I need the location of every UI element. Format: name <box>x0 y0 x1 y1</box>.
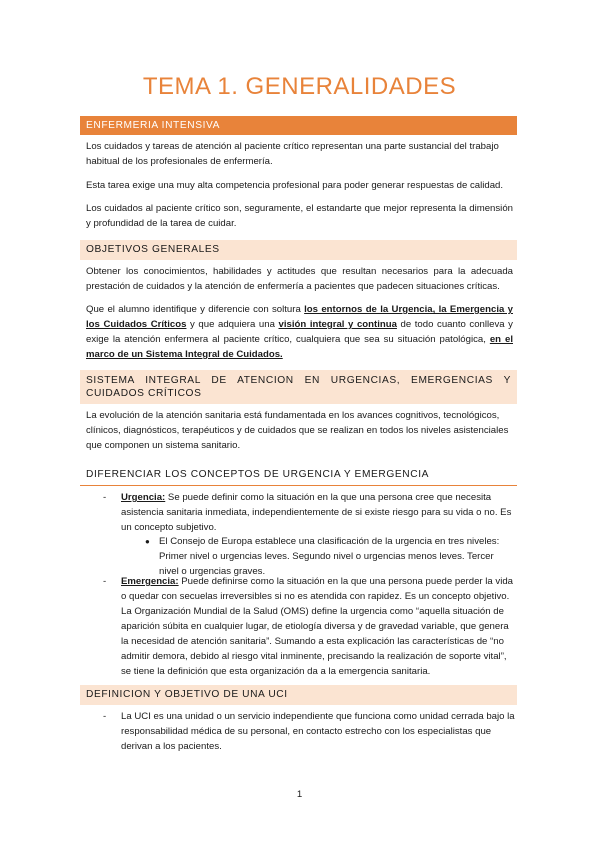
list-item-uci: La UCI es una unidad o un servicio independiente que funciona como unidad cerrada bajo la responsabilidad médica de su personal, en contacto estrecho con los especialistas que derivan a los pacientes. <box>121 711 515 752</box>
section-heading-objetivos: OBJETIVOS GENERALES <box>80 240 517 260</box>
page-number: 1 <box>296 789 303 800</box>
paragraph <box>86 302 513 362</box>
list-dash: - <box>103 576 107 587</box>
term-label: Urgencia: <box>121 492 166 503</box>
list-dash: - <box>103 492 107 503</box>
bullet-icon: ● <box>145 537 150 546</box>
emphasis-text: en el marco de un Sistema Integral de Cuidados. <box>86 334 513 360</box>
list-item-consejo: El Consejo de Europa establece una clasificación de la urgencia en tres niveles: Primer nivel o urgencias leves. Segundo nivel o urgencias menos leves. Tercer nivel o urgencias graves. <box>159 536 500 577</box>
text-run: Se puede definir como la situación en la que una persona cree que necesita asistencia sanitaria inmediata, independientemente de si existe riesgo para su vida o no. Es un concepto subjetivo. <box>121 492 512 533</box>
list-dash: - <box>103 711 107 722</box>
section-heading-sistema: SISTEMA INTEGRAL DE ATENCION EN URGENCIAS, EMERGENCIAS Y CUIDADOS CRÍTICOS <box>80 370 517 404</box>
text-run: de todo cuanto conlleva y exige la atención enfermera al paciente crítico, cualquiera que sea su situación patológica, <box>86 319 513 345</box>
paragraph: Los cuidados al paciente crítico son, seguramente, el estandarte que mejor representa la dimensión y profundidad de la tarea de cuidar. <box>86 203 513 229</box>
paragraph: Los cuidados y tareas de atención al paciente crítico representan una parte sustancial del trabajo habitual de los profesionales de enfermería. <box>86 141 499 167</box>
paragraph: Esta tarea exige una muy alta competencia profesional para poder generar respuestas de calidad. <box>86 180 504 191</box>
text-run: Puede definirse como la situación en la que una persona puede perder la vida o quedar con secuelas irreversibles si no es atendida con rapidez. Es un concepto objetivo. La Organización Mundial de la Salud (OMS) define la urgencia como “aquella situación de aparición súbita en cualquier lugar, de etiología diversa y de gravedad variable, que genera la necesidad de atención sanitaria”. Sumando a esta explicación las características de “no admitir demora, debido al riesgo vital inminente, precisando la realización de soporte vital”, se tiene la definición que esta organización da a la emergencia sanitaria. <box>121 576 514 677</box>
section-heading-enfermeria: ENFERMERIA INTENSIVA <box>80 116 517 135</box>
text-run: Que el alumno identifique y diferencie con soltura <box>86 304 305 315</box>
paragraph: Obtener los conocimientos, habilidades y actitudes que resultan necesarios para la adecuada prestación de cuidados y la atención de enfermería a pacientes que padecen situaciones críticas. <box>86 266 513 292</box>
section-heading-uci: DEFINICION Y OBJETIVO DE UNA UCI <box>80 685 517 705</box>
emphasis-text: los entornos de la Urgencia, la Emergencia y los Cuidados Críticos <box>86 304 513 330</box>
emphasis-text: visión integral y continua <box>278 319 397 330</box>
paragraph: La evolución de la atención sanitaria está fundamentada en los avances cognitivos, tecnológicos, clínicos, diagnósticos, terapéuticos y de cuidados que se realizan en todos los niveles asistenciales que componen un sistema sanitario. <box>86 410 509 451</box>
section-heading-diferenciar: DIFERENCIAR LOS CONCEPTOS DE URGENCIA Y EMERGENCIA <box>80 466 517 486</box>
term-label: Emergencia: <box>121 576 179 587</box>
text-run: y que adquiera una <box>186 319 279 330</box>
page-title: TEMA 1. GENERALIDADES <box>142 73 457 100</box>
list-item-urgencia <box>121 490 513 535</box>
list-item-emergencia <box>121 574 515 679</box>
